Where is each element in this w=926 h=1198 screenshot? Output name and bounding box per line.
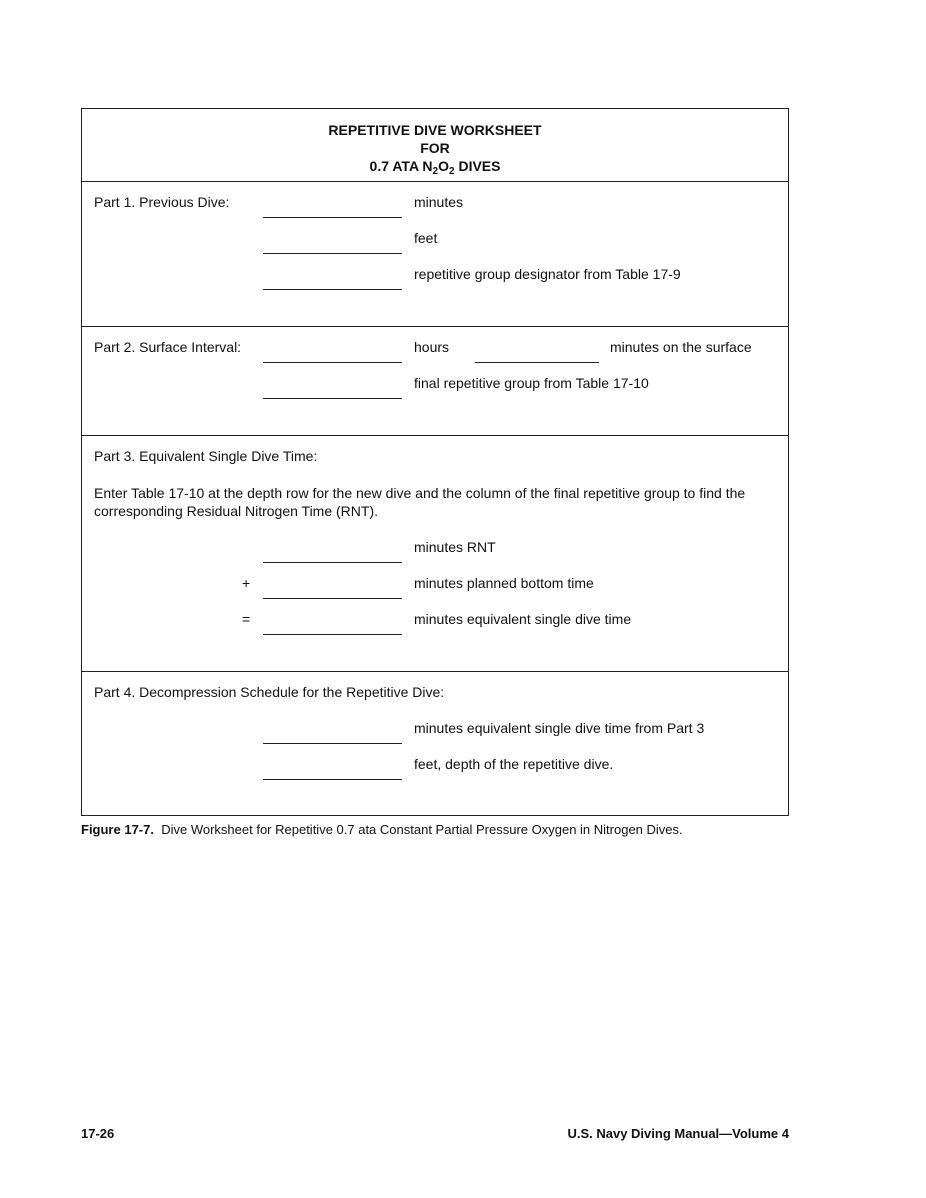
part1-group-blank[interactable] [263, 289, 402, 290]
part4-depth-label: feet, depth of the repetitive dive. [414, 756, 614, 772]
equals-sign: = [242, 611, 251, 627]
manual-title: U.S. Navy Diving Manual—Volume 4 [567, 1126, 789, 1141]
part2-minutes-blank[interactable] [475, 362, 599, 363]
part3-bottom-time-label: minutes planned bottom time [414, 575, 594, 591]
figure-caption [81, 822, 683, 837]
plus-sign: + [242, 575, 251, 591]
section-divider [81, 326, 789, 327]
part3-esdt-blank[interactable] [263, 634, 402, 635]
part1-group-label: repetitive group designator from Table 17-9 [414, 266, 681, 282]
part4-esdt-blank[interactable] [263, 743, 402, 744]
part2-final-group-blank[interactable] [263, 398, 402, 399]
page-number: 17-26 [81, 1126, 115, 1141]
worksheet-title-mix: 0.7 ATA $N_2O_2$ DIVES [369, 158, 501, 177]
part3-esdt-label: minutes equivalent single dive time [414, 611, 632, 627]
part2-hours-blank[interactable] [263, 362, 402, 363]
part4-depth-blank[interactable] [263, 779, 402, 780]
part2-hours-label: hours [414, 339, 450, 355]
part1-minutes-blank[interactable] [263, 217, 402, 218]
section-divider [81, 435, 789, 436]
section-divider [81, 671, 789, 672]
figure-number: Figure 17-7. [81, 822, 154, 837]
part2-minutes-label: minutes on the surface [610, 339, 752, 355]
part3-label: Part 3. Equivalent Single Dive Time: [94, 448, 318, 464]
part4-esdt-label: minutes equivalent single dive time from Part 3 [414, 720, 705, 736]
figure-caption-text: Dive Worksheet for Repetitive 0.7 ata Constant Partial Pressure Oxygen in Nitrogen Dives. [161, 822, 683, 837]
part4-label: Part 4. Decompression Schedule for the Repetitive Dive: [94, 684, 445, 700]
part3-instruction: Enter Table 17-10 at the depth row for the new dive and the column of the final repetitive group to find the corresponding Residual Nitrogen Time (RNT). [94, 485, 746, 519]
part1-feet-label: feet [414, 230, 438, 246]
part2-final-group-label: final repetitive group from Table 17-10 [414, 375, 649, 391]
part3-bottom-time-blank[interactable] [263, 598, 402, 599]
part3-rnt-label: minutes RNT [414, 539, 496, 555]
part1-minutes-label: minutes [414, 194, 464, 210]
worksheet-title-for: FOR [420, 140, 450, 156]
part1-label: Part 1. Previous Dive: [94, 194, 230, 210]
part2-label: Part 2. Surface Interval: [94, 339, 242, 355]
section-divider [81, 181, 789, 182]
worksheet-title: REPETITIVE DIVE WORKSHEET [328, 122, 542, 138]
part3-rnt-blank[interactable] [263, 562, 402, 563]
part1-feet-blank[interactable] [263, 253, 402, 254]
